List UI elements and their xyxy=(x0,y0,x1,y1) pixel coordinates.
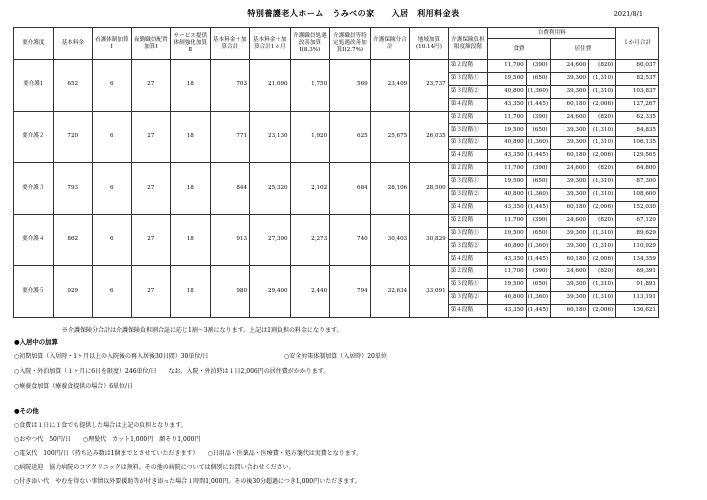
sonota-line-snack: ○おやつ代 50円/日 ○理髪代 カット1,000円 顔そり1,000円 xyxy=(14,436,201,443)
sonota-line-transport: ○病院送迎 協力病院のコアクリニックは無料。その他の病院については個別にお問い合わせください。 xyxy=(14,464,295,471)
header-regional: 地域加算(10.14円) xyxy=(410,28,448,60)
table-row xyxy=(14,111,659,124)
header-improve2: 介護職員等特定処遇改善加算Ⅰ(2.7%) xyxy=(330,28,371,60)
cell-improve1: 2,440 xyxy=(290,266,330,318)
cell-nursing: 6 xyxy=(93,163,131,215)
cell-residence-reduction: (2,006) xyxy=(589,150,616,163)
cell-monthly-total: 87,300 xyxy=(616,176,659,189)
cell-food: 43,350 xyxy=(488,253,526,266)
cell-residence-reduction: (1,310) xyxy=(589,292,616,305)
cell-burden-stage: 第３段階① xyxy=(448,176,488,189)
header-care-level: 要介護度 xyxy=(14,28,54,60)
nyukyo-line-diet: ○療養食加算（療養食提供の場合）6単位/日 xyxy=(14,383,134,390)
cell-residence: 39,300 xyxy=(550,188,588,201)
cell-improve1: 1,750 xyxy=(290,60,330,112)
cell-night-staff: 27 xyxy=(131,60,171,112)
cell-base-plus: 703 xyxy=(210,60,250,112)
cell-regional: 26,035 xyxy=(410,111,448,163)
cell-residence: 60,180 xyxy=(550,98,588,111)
cell-residence: 24,600 xyxy=(550,266,588,279)
cell-food: 19,500 xyxy=(488,72,526,85)
nyukyo-line-safety: ○安全対策体制加算（入居時）20単位 xyxy=(284,353,387,360)
cell-regional: 33,091 xyxy=(410,266,448,318)
document-date: 2021/8/1 xyxy=(613,10,643,18)
nyukyo-heading: ●入居中の加算 xyxy=(14,338,58,346)
cell-residence: 39,300 xyxy=(550,72,588,85)
cell-food-reduction: (1,360) xyxy=(526,240,550,253)
cell-residence: 39,300 xyxy=(550,240,588,253)
cell-insured-total: 23,409 xyxy=(370,60,410,112)
cell-food-reduction: (1,445) xyxy=(526,201,550,214)
cell-food-reduction: (650) xyxy=(526,124,550,137)
cell-burden-stage: 第３段階① xyxy=(448,124,488,137)
cell-care-level: 要介護５ xyxy=(14,266,54,318)
table-row xyxy=(14,214,659,227)
cell-service: 18 xyxy=(171,214,211,266)
header-service: サービス提供体制強化加算Ⅱ xyxy=(171,28,211,60)
cell-residence-reduction: (1,310) xyxy=(589,72,616,85)
cell-base-fee: 793 xyxy=(53,163,93,215)
cell-monthly-total: 127,267 xyxy=(616,98,659,111)
cell-residence-reduction: (1,310) xyxy=(589,124,616,137)
sonota-heading: ●その他 xyxy=(14,407,39,415)
cell-food-reduction: (1,360) xyxy=(526,137,550,150)
cell-residence-reduction: (820) xyxy=(589,163,616,176)
cell-residence: 24,600 xyxy=(550,111,588,124)
cell-food-reduction: (1,360) xyxy=(526,85,550,98)
cell-food-reduction: (650) xyxy=(526,176,550,189)
cell-burden-stage: 第４段階 xyxy=(448,150,488,163)
cell-base-plus: 844 xyxy=(210,163,250,215)
cell-food: 43,350 xyxy=(488,201,526,214)
cell-burden-stage: 第２段階 xyxy=(448,60,488,73)
cell-base-plus: 771 xyxy=(210,111,250,163)
cell-residence-reduction: (2,006) xyxy=(589,304,616,317)
cell-residence: 39,300 xyxy=(550,292,588,305)
cell-residence: 60,180 xyxy=(550,201,588,214)
cell-food-reduction: (1,445) xyxy=(526,304,550,317)
cell-insured-total: 30,403 xyxy=(370,214,410,266)
cell-improve1: 2,273 xyxy=(290,214,330,266)
header-improve1: 介護職員処遇改善加算Ⅰ(8.3%) xyxy=(290,28,330,60)
sonota-line-attendant: ○付き添い代 やむを得ない事情以外要援助等が付き添った場合１時間1,000円。その後30分超過につき1,000円いただきます。 xyxy=(14,478,361,485)
cell-regional: 28,500 xyxy=(410,163,448,215)
cell-residence: 60,180 xyxy=(550,304,588,317)
cell-service: 18 xyxy=(171,111,211,163)
cell-nursing: 6 xyxy=(93,111,131,163)
cell-monthly-total: 60,037 xyxy=(616,60,659,73)
header-burden-stage: 介護保険負担限度額段階 xyxy=(448,28,488,60)
header-nursing: 看護体制加算Ⅰ xyxy=(93,28,131,60)
cell-service: 18 xyxy=(171,60,211,112)
cell-improve2: 684 xyxy=(330,163,371,215)
cell-base-fee: 929 xyxy=(53,266,93,318)
cell-insured-total: 28,106 xyxy=(370,163,410,215)
cell-burden-stage: 第３段階② xyxy=(448,240,488,253)
cell-residence-reduction: (2,006) xyxy=(589,201,616,214)
cell-residence-reduction: (1,310) xyxy=(589,85,616,98)
cell-burden-stage: 第３段階② xyxy=(448,188,488,201)
cell-burden-stage: 第３段階① xyxy=(448,227,488,240)
cell-monthly: 29,400 xyxy=(250,266,291,318)
cell-food-reduction: (650) xyxy=(526,227,550,240)
cell-base-fee: 652 xyxy=(53,60,93,112)
cell-residence: 60,180 xyxy=(550,150,588,163)
cell-monthly-total: 134,359 xyxy=(616,253,659,266)
nyukyo-line-initial: ○初期加算（入居時・1ヶ月以上の入院後の再入居後30日間）30単位/日 xyxy=(14,353,209,360)
cell-service: 18 xyxy=(171,266,211,318)
cell-improve2: 794 xyxy=(330,266,371,318)
cell-food: 40,800 xyxy=(488,137,526,150)
cell-residence-reduction: (1,310) xyxy=(589,188,616,201)
sonota-line-electric: ○電気代 100円/日（持ち込み数は1個までとさせていただきます） ○日用品・医薬品・医療費・処方箋代は実費となります。 xyxy=(14,450,363,457)
cell-food: 11,700 xyxy=(488,111,526,124)
cell-monthly-total: 113,191 xyxy=(616,292,659,305)
cell-monthly-total: 82,537 xyxy=(616,72,659,85)
cell-residence-reduction: (1,310) xyxy=(589,279,616,292)
cell-residence: 39,300 xyxy=(550,85,588,98)
cell-burden-stage: 第４段階 xyxy=(448,304,488,317)
cell-residence: 39,300 xyxy=(550,176,588,189)
cell-nursing: 6 xyxy=(93,214,131,266)
cell-residence-reduction: (820) xyxy=(589,266,616,279)
cell-burden-stage: 第４段階 xyxy=(448,201,488,214)
cell-food-reduction: (390) xyxy=(526,214,550,227)
cell-night-staff: 27 xyxy=(131,266,171,318)
page-title: 特別養護老人ホーム うみべの家 入居 利用料金表 xyxy=(247,8,460,18)
cell-burden-stage: 第３段階② xyxy=(448,137,488,150)
cell-food: 43,350 xyxy=(488,304,526,317)
cell-monthly-total: 64,800 xyxy=(616,163,659,176)
cell-burden-stage: 第３段階② xyxy=(448,292,488,305)
nyukyo-line-hospital: ○入院・外泊加算（１ヶ月に6日を限度）246単位/日 なお、入院・外泊時は１日2,006円の居住費がかかります。 xyxy=(14,368,330,375)
cell-food-reduction: (1,445) xyxy=(526,150,550,163)
cell-food-reduction: (390) xyxy=(526,266,550,279)
cell-food-reduction: (1,445) xyxy=(526,98,550,111)
cell-improve2: 569 xyxy=(330,60,371,112)
cell-improve2: 625 xyxy=(330,111,371,163)
cell-base-plus: 913 xyxy=(210,214,250,266)
cell-burden-stage: 第４段階 xyxy=(448,98,488,111)
cell-burden-stage: 第３段階① xyxy=(448,279,488,292)
cell-monthly: 25,320 xyxy=(250,163,291,215)
cell-residence-reduction: (2,006) xyxy=(589,98,616,111)
cell-food: 40,800 xyxy=(488,240,526,253)
cell-care-level: 要介護４ xyxy=(14,214,54,266)
cell-monthly-total: 69,391 xyxy=(616,266,659,279)
cell-monthly-total: 152,030 xyxy=(616,201,659,214)
cell-food-reduction: (1,445) xyxy=(526,253,550,266)
cell-food-reduction: (650) xyxy=(526,279,550,292)
table-row xyxy=(14,60,659,73)
cell-insured-total: 32,634 xyxy=(370,266,410,318)
table-row xyxy=(14,266,659,279)
cell-nursing: 6 xyxy=(93,60,131,112)
header-monthly-total: １か月合計 xyxy=(616,28,659,60)
burden-note: ※介護保険分合計は介護保険負担割合証に応じ1割～3割になります。上記は1割負担の料金になります。 xyxy=(62,327,343,334)
cell-food: 43,350 xyxy=(488,98,526,111)
cell-monthly-total: 129,565 xyxy=(616,150,659,163)
cell-residence-reduction: (1,310) xyxy=(589,227,616,240)
header-residence: 居住費 xyxy=(550,39,616,60)
cell-food-reduction: (1,360) xyxy=(526,292,550,305)
cell-service: 18 xyxy=(171,163,211,215)
cell-nursing: 6 xyxy=(93,266,131,318)
cell-base-fee: 720 xyxy=(53,111,93,163)
cell-night-staff: 27 xyxy=(131,111,171,163)
cell-monthly-total: 89,629 xyxy=(616,227,659,240)
cell-food: 11,700 xyxy=(488,60,526,73)
cell-residence: 24,600 xyxy=(550,214,588,227)
cell-residence: 39,300 xyxy=(550,279,588,292)
cell-regional: 30,829 xyxy=(410,214,448,266)
cell-monthly: 23,130 xyxy=(250,111,291,163)
cell-food-reduction: (390) xyxy=(526,60,550,73)
cell-monthly: 27,390 xyxy=(250,214,291,266)
header-self-pay: 自費利用料 xyxy=(488,28,616,39)
cell-monthly-total: 91,891 xyxy=(616,279,659,292)
cell-food: 11,700 xyxy=(488,163,526,176)
cell-residence-reduction: (2,006) xyxy=(589,253,616,266)
cell-food-reduction: (650) xyxy=(526,72,550,85)
cell-base-fee: 862 xyxy=(53,214,93,266)
cell-food: 19,500 xyxy=(488,227,526,240)
cell-monthly-total: 84,835 xyxy=(616,124,659,137)
cell-residence: 60,180 xyxy=(550,253,588,266)
cell-food-reduction: (1,360) xyxy=(526,188,550,201)
cell-improve1: 2,102 xyxy=(290,163,330,215)
cell-residence-reduction: (1,310) xyxy=(589,137,616,150)
cell-burden-stage: 第２段階 xyxy=(448,163,488,176)
cell-monthly-total: 67,129 xyxy=(616,214,659,227)
cell-base-plus: 980 xyxy=(210,266,250,318)
cell-food: 43,350 xyxy=(488,150,526,163)
cell-insured-total: 25,675 xyxy=(370,111,410,163)
cell-care-level: 要介護３ xyxy=(14,163,54,215)
cell-burden-stage: 第２段階 xyxy=(448,266,488,279)
cell-monthly-total: 62,335 xyxy=(616,111,659,124)
cell-food: 19,500 xyxy=(488,176,526,189)
fee-table xyxy=(13,27,659,318)
cell-residence-reduction: (820) xyxy=(589,111,616,124)
cell-food: 19,500 xyxy=(488,124,526,137)
header-base-fee: 基本料金 xyxy=(53,28,93,60)
cell-food: 40,800 xyxy=(488,188,526,201)
header-base-plus: 基本料金＋加算合計 xyxy=(210,28,250,60)
header-insured-total: 介護保険分合計 xyxy=(370,28,410,60)
cell-monthly: 21,090 xyxy=(250,60,291,112)
header-monthly: 基本料金＋加算合計1ヵ月 xyxy=(250,28,291,60)
cell-residence-reduction: (1,310) xyxy=(589,240,616,253)
cell-food-reduction: (390) xyxy=(526,163,550,176)
cell-improve2: 740 xyxy=(330,214,371,266)
cell-residence: 39,300 xyxy=(550,124,588,137)
cell-burden-stage: 第４段階 xyxy=(448,253,488,266)
cell-care-level: 要介護1 xyxy=(14,60,54,112)
cell-food: 19,500 xyxy=(488,279,526,292)
cell-residence: 39,300 xyxy=(550,137,588,150)
cell-night-staff: 27 xyxy=(131,163,171,215)
cell-night-staff: 27 xyxy=(131,214,171,266)
cell-food-reduction: (390) xyxy=(526,111,550,124)
cell-burden-stage: 第３段階② xyxy=(448,85,488,98)
cell-monthly-total: 108,600 xyxy=(616,188,659,201)
cell-food: 40,800 xyxy=(488,292,526,305)
table-row xyxy=(14,163,659,176)
cell-burden-stage: 第２段階 xyxy=(448,214,488,227)
cell-monthly-total: 106,135 xyxy=(616,137,659,150)
cell-monthly-total: 136,621 xyxy=(616,304,659,317)
cell-improve1: 1,920 xyxy=(290,111,330,163)
header-food: 食費 xyxy=(488,39,550,60)
cell-care-level: 要介護２ xyxy=(14,111,54,163)
cell-residence-reduction: (1,310) xyxy=(589,176,616,189)
cell-monthly-total: 103,837 xyxy=(616,85,659,98)
cell-burden-stage: 第２段階 xyxy=(448,111,488,124)
cell-residence: 39,300 xyxy=(550,227,588,240)
cell-food: 40,800 xyxy=(488,85,526,98)
cell-residence: 24,600 xyxy=(550,163,588,176)
cell-monthly-total: 110,929 xyxy=(616,240,659,253)
cell-food: 11,700 xyxy=(488,266,526,279)
sonota-line-food: ○食費は１日に１食でも提供した場合は上記の負担となります。 xyxy=(14,422,187,429)
cell-food: 11,700 xyxy=(488,214,526,227)
cell-residence: 24,600 xyxy=(550,60,588,73)
cell-regional: 23,737 xyxy=(410,60,448,112)
header-night-staff: 夜勤職員配置加算Ⅰ xyxy=(131,28,171,60)
cell-residence-reduction: (820) xyxy=(589,60,616,73)
cell-burden-stage: 第３段階① xyxy=(448,72,488,85)
cell-residence-reduction: (820) xyxy=(589,214,616,227)
